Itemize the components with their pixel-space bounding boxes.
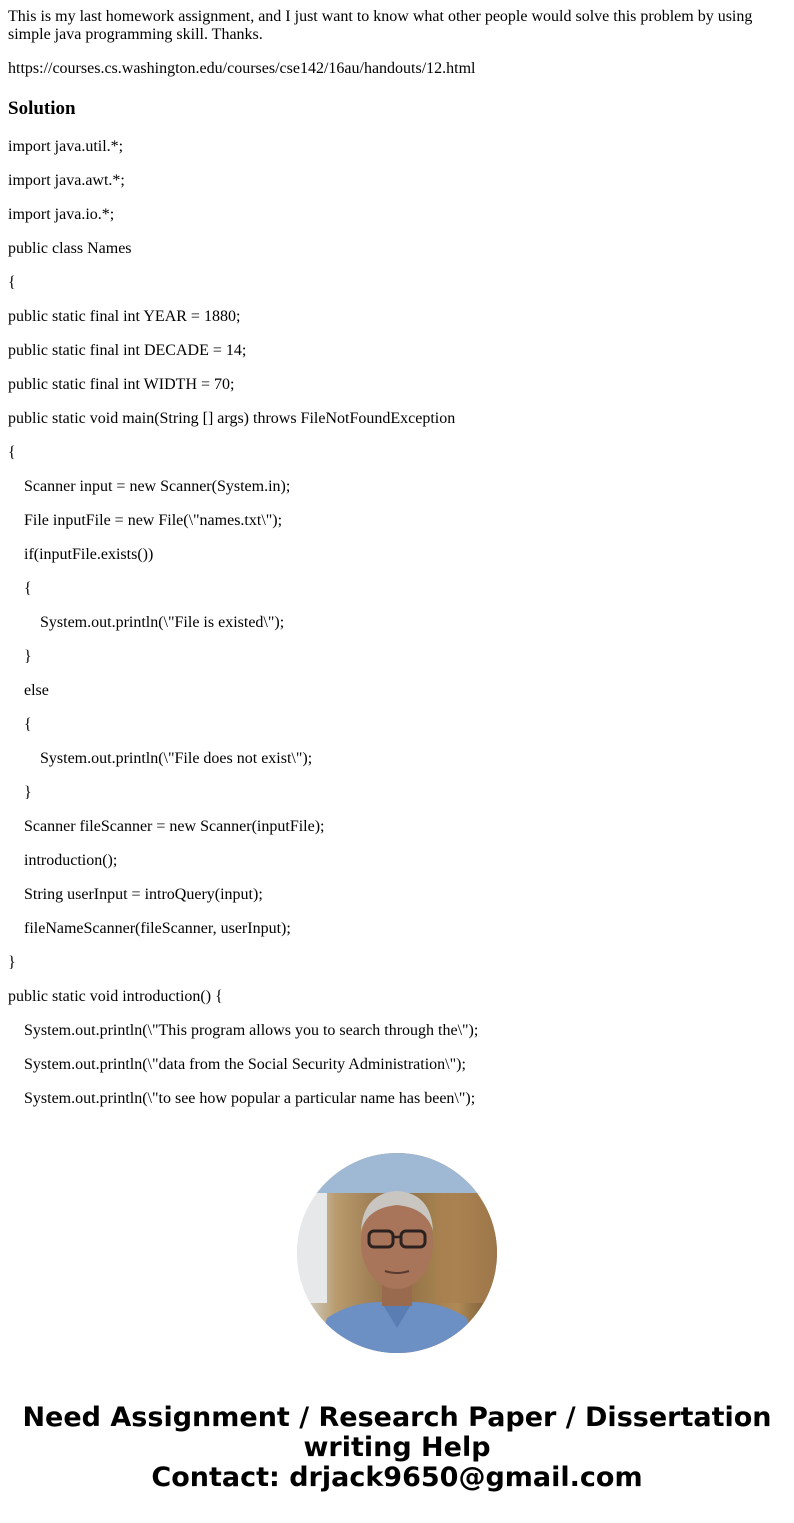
code-line: introduction(); (8, 852, 118, 869)
code-line: System.out.println(\"to see how popular a particular name has been\"); (8, 1090, 476, 1107)
code-line: public class Names (8, 240, 132, 257)
code-line: } (8, 648, 32, 665)
code-line: else (8, 682, 49, 699)
code-line: { (8, 274, 16, 291)
code-line: public static final int WIDTH = 70; (8, 376, 235, 393)
author-avatar (297, 1153, 497, 1353)
code-line: import java.awt.*; (8, 172, 125, 189)
code-line: public static void main(String [] args) throws FileNotFoundException (8, 410, 456, 427)
code-line: public static void introduction() { (8, 988, 223, 1005)
contact-banner (0, 1403, 794, 1493)
contact-email[interactable]: Contact: drjack9650@gmail.com (151, 1462, 643, 1493)
solution-heading: Solution (8, 98, 76, 119)
banner-line-2: writing Help (303, 1432, 491, 1463)
code-line: { (8, 580, 32, 597)
code-line: System.out.println(\"File does not exist\"); (8, 750, 313, 767)
banner-line-1: Need Assignment / Research Paper / Dissertation (22, 1402, 772, 1433)
reference-link[interactable]: https://courses.cs.washington.edu/courses/cse142/16au/handouts/12.html (8, 60, 476, 77)
document-body (8, 8, 778, 1124)
person-photo-icon (297, 1153, 497, 1353)
code-line: String userInput = introQuery(input); (8, 886, 263, 903)
code-line: if(inputFile.exists()) (8, 546, 154, 563)
code-line: } (8, 954, 16, 971)
code-line: System.out.println(\"This program allows you to search through the\"); (8, 1022, 479, 1039)
code-line: Scanner input = new Scanner(System.in); (8, 478, 291, 495)
code-line: import java.util.*; (8, 138, 124, 155)
code-line: import java.io.*; (8, 206, 115, 223)
code-line: } (8, 784, 32, 801)
code-line: { (8, 444, 16, 461)
code-line: { (8, 716, 32, 733)
code-line: System.out.println(\"data from the Social Security Administration\"); (8, 1056, 466, 1073)
solution-code (8, 138, 778, 1124)
code-line: public static final int YEAR = 1880; (8, 308, 241, 325)
question-text: This is my last homework assignment, and I just want to know what other people would solve this problem by using simple java programming skill. Thanks. (8, 8, 753, 43)
code-line: public static final int DECADE = 14; (8, 342, 247, 359)
code-line: System.out.println(\"File is existed\"); (8, 614, 285, 631)
code-line: Scanner fileScanner = new Scanner(inputFile); (8, 818, 325, 835)
code-line: File inputFile = new File(\"names.txt\"); (8, 512, 283, 529)
code-line: fileNameScanner(fileScanner, userInput); (8, 920, 291, 937)
